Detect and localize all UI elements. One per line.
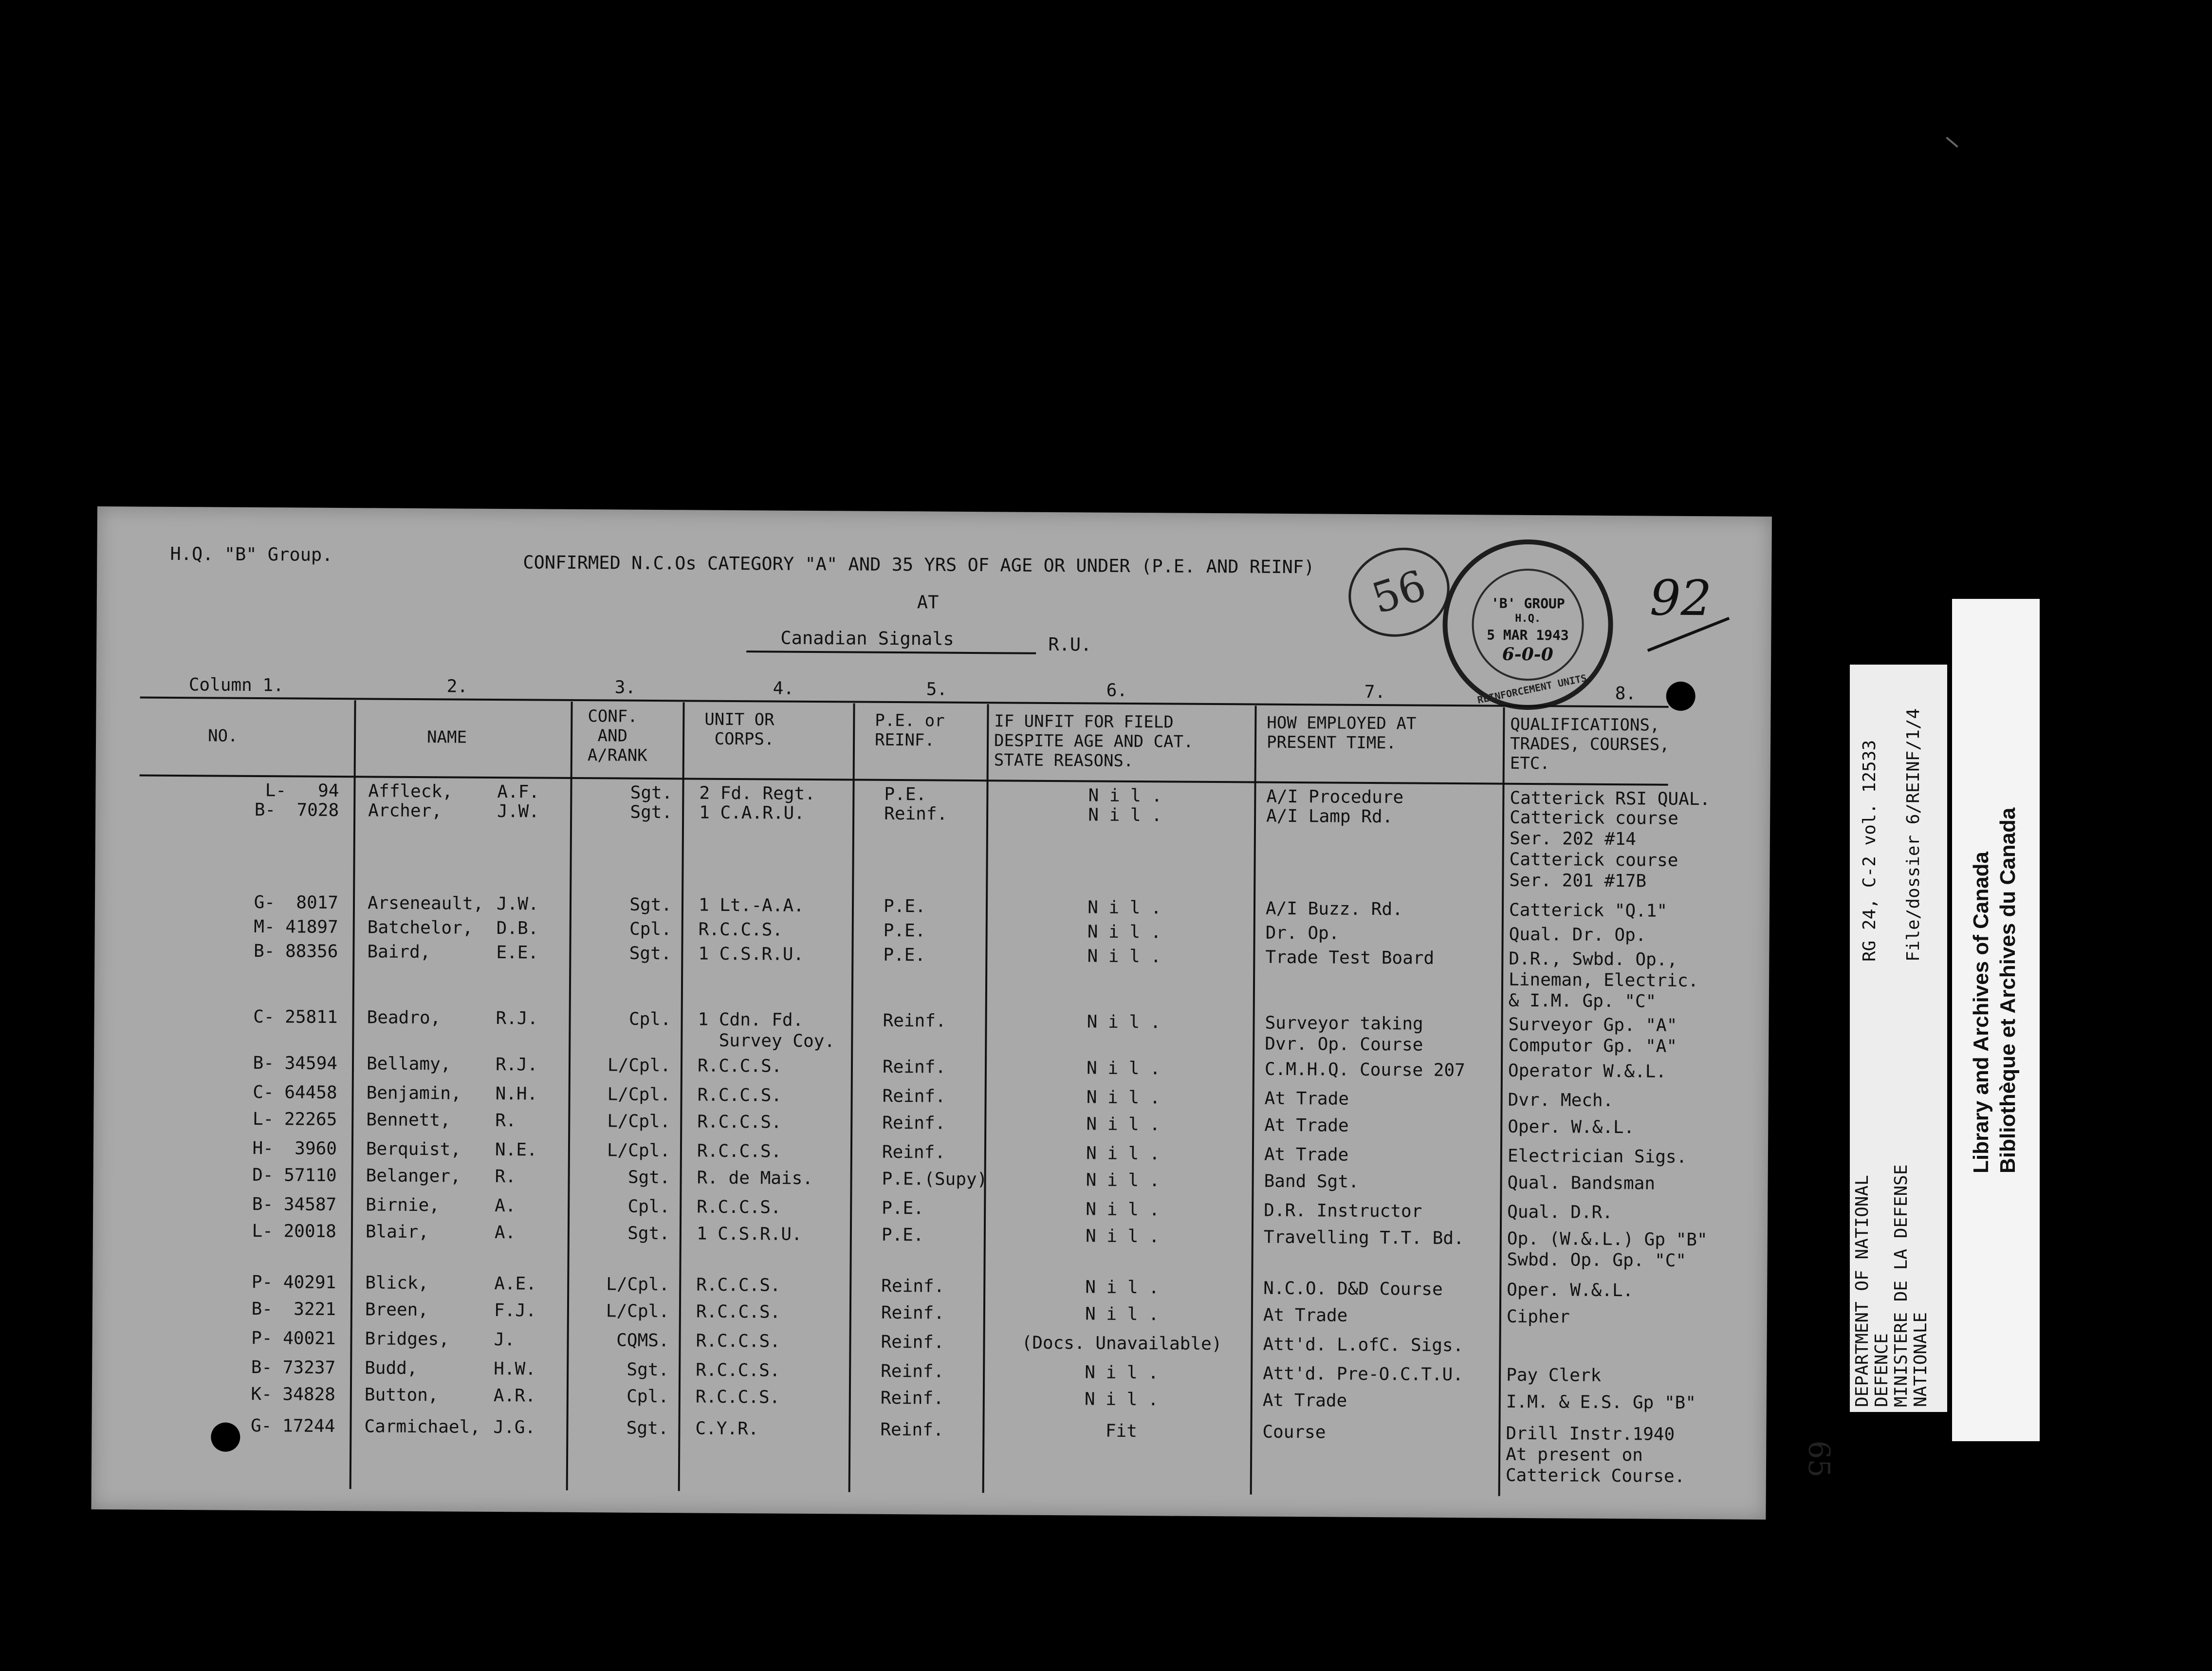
employment: Band Sgt.: [1264, 1171, 1359, 1192]
surname: Beadro,: [367, 1007, 441, 1028]
service-number: C- 25811: [253, 1006, 338, 1028]
unit: R.C.C.S.: [696, 1360, 780, 1381]
rank: Sgt.: [627, 1223, 670, 1244]
service-number: B- 3221: [251, 1299, 336, 1320]
initials: A.F.: [497, 782, 540, 802]
pe-or-reinf: P.E.: [881, 1225, 924, 1245]
initials: N.H.: [495, 1084, 538, 1104]
qualifications: Oper. W.&.L.: [1508, 1116, 1635, 1138]
receipt-stamp: [1442, 539, 1614, 710]
qualifications: Catterick RSI QUAL.: [1510, 788, 1711, 810]
surname: Baird,: [367, 942, 431, 963]
qualifications: Operator W.&.L.: [1508, 1060, 1667, 1082]
service-number: B- 88356: [253, 941, 338, 962]
archive-ref-file: File/dossier 6/REINF/1/4: [1903, 708, 1923, 962]
pe-or-reinf: Reinf.: [881, 1276, 945, 1297]
qualifications: Qual. D.R.: [1507, 1202, 1613, 1223]
col-number-3: 3.: [614, 677, 636, 698]
col-number-1: Column 1.: [188, 675, 284, 696]
rank: Cpl.: [627, 1196, 670, 1217]
service-number: B- 34587: [252, 1194, 337, 1215]
qualifications: D.R., Swbd. Op., Lineman, Electric. & I.M. Gp. "C": [1508, 948, 1699, 1012]
pe-or-reinf: Reinf.: [881, 1332, 944, 1353]
document-sheet: [91, 506, 1836, 1520]
service-number: D- 57110: [252, 1165, 337, 1186]
header-quals: QUALIFICATIONS, TRADES, COURSES, ETC.: [1510, 714, 1670, 774]
unfit-reason: N i l .: [1084, 1389, 1159, 1410]
unfit-reason: N i l .: [1086, 1114, 1161, 1135]
surname: Archer,: [368, 800, 442, 821]
rank: Sgt.: [629, 894, 672, 915]
qualifications: Pay Clerk: [1506, 1365, 1602, 1386]
unfit-reason: Fit: [1105, 1421, 1138, 1442]
unit-underline: [746, 650, 1036, 654]
unfit-reason: N i l .: [1086, 1143, 1160, 1164]
lac-label: [1952, 599, 2040, 1441]
employment: A/I Procedure: [1266, 786, 1404, 808]
employment: Att'd. L.ofC. Sigs.: [1263, 1334, 1464, 1356]
archive-dept-line-3: MINISTERE DE LA DEFENSE: [1891, 1164, 1911, 1407]
pe-or-reinf: P.E.: [883, 920, 926, 941]
qualifications: Qual. Bandsman: [1507, 1172, 1656, 1194]
rank: L/Cpl.: [607, 1111, 671, 1132]
surname: Breen,: [365, 1300, 429, 1320]
initials: J.G.: [493, 1417, 536, 1438]
pe-or-reinf: Reinf.: [880, 1388, 944, 1409]
service-number: P- 40291: [251, 1272, 336, 1293]
initials: A.: [494, 1223, 516, 1243]
initials: E.E.: [496, 943, 539, 963]
rank: Sgt.: [629, 943, 672, 964]
initials: R.: [495, 1111, 516, 1131]
employment: At Trade: [1264, 1115, 1349, 1136]
surname: Blair,: [365, 1222, 429, 1243]
surname: Bellamy,: [366, 1054, 451, 1075]
qualifications: Dvr. Mech.: [1508, 1090, 1614, 1111]
pe-or-reinf: P.E.: [883, 945, 926, 965]
col-rule-3: [678, 702, 685, 1491]
punch-hole-top: [1666, 682, 1695, 711]
rank: L/Cpl.: [607, 1140, 671, 1161]
initials: A.E.: [494, 1274, 537, 1294]
rank: Sgt.: [630, 802, 673, 823]
unfit-reason: N i l .: [1085, 1277, 1160, 1298]
qualifications: Surveyor Gp. "A" Computor Gp. "A": [1508, 1014, 1677, 1057]
header-name: NAME: [426, 727, 467, 747]
pe-or-reinf: Reinf.: [881, 1361, 944, 1382]
surname: Berquist,: [366, 1139, 461, 1160]
stamp-line-1: 'B' GROUP: [1491, 595, 1565, 612]
rank: L/Cpl.: [607, 1084, 671, 1105]
header-rank: CONF. AND A/RANK: [587, 706, 647, 765]
pe-or-reinf: P.E.(Supy): [882, 1169, 988, 1190]
service-number: C- 64458: [253, 1082, 337, 1103]
pe-or-reinf: P.E.: [883, 896, 926, 917]
unit: R.C.C.S.: [695, 1387, 780, 1408]
unit: 1 Lt.-A.A.: [698, 895, 804, 916]
unit: 2 Fd. Regt.: [699, 783, 815, 804]
unit: R.C.C.S.: [696, 1331, 781, 1352]
unfit-reason: N i l .: [1087, 1058, 1161, 1079]
unfit-reason: N i l .: [1087, 946, 1161, 967]
surname: Birnie,: [366, 1195, 440, 1216]
service-number: G- 8017: [254, 892, 339, 913]
initials: D.B.: [496, 918, 539, 939]
unfit-reason: (Docs. Unavailable): [1021, 1333, 1222, 1355]
unfit-reason: N i l .: [1087, 922, 1161, 943]
header-unit: UNIT OR CORPS.: [704, 709, 774, 749]
employment: N.C.O. D&D Course: [1263, 1278, 1443, 1300]
rank: Sgt.: [626, 1418, 669, 1439]
surname: Belanger,: [366, 1166, 461, 1187]
col-number-2: 2.: [446, 676, 468, 697]
initials: J.: [494, 1330, 516, 1350]
initials: J.W.: [497, 801, 540, 822]
pe-or-reinf: Reinf.: [882, 1057, 946, 1077]
unfit-reason: N i l .: [1088, 897, 1161, 918]
surname: Blick,: [365, 1273, 429, 1294]
col-rule-1: [350, 700, 356, 1489]
col-number-8: 8.: [1615, 684, 1637, 704]
surname: Benjamin,: [366, 1083, 461, 1104]
unfit-reason: N i l .: [1085, 1304, 1159, 1325]
lac-label-fr: Bibliothèque et Archives du Canada: [1996, 807, 2020, 1173]
surname: Bridges,: [365, 1329, 450, 1350]
initials: R.J.: [495, 1055, 538, 1075]
stamp-date: 5 MAR 1943: [1487, 627, 1569, 644]
service-number: K- 34828: [251, 1384, 335, 1405]
unfit-reason: N i l .: [1088, 785, 1162, 806]
rank: L/Cpl.: [606, 1274, 670, 1295]
header-pe: P.E. or REINF.: [874, 710, 945, 750]
unfit-reason: N i l .: [1086, 1087, 1161, 1108]
qualifications: Electrician Sigs.: [1507, 1146, 1687, 1167]
initials: J.W.: [496, 894, 539, 914]
pe-or-reinf: P.E.: [882, 1198, 924, 1219]
surname: Carmichael,: [364, 1416, 481, 1437]
initials: A.R.: [493, 1386, 536, 1406]
initials: A.: [495, 1196, 516, 1216]
initials: F.J.: [494, 1300, 536, 1321]
qualifications: Cipher: [1506, 1306, 1570, 1327]
pe-or-reinf: P.E.: [884, 784, 927, 805]
margin-number: 65: [1802, 1440, 1836, 1478]
employment: Dr. Op.: [1265, 923, 1340, 944]
surname: Bennett,: [366, 1110, 451, 1131]
surname: Button,: [364, 1385, 439, 1406]
header-top-rule: [140, 697, 1669, 708]
archive-ref-volume: RG 24, C-2 vol. 12533: [1860, 740, 1880, 962]
employment: D.R. Instructor: [1264, 1200, 1422, 1222]
initials: N.E.: [495, 1140, 537, 1160]
rank: L/Cpl.: [607, 1055, 671, 1076]
stamp-ring-text: REINFORCEMENT UNITS: [1476, 672, 1588, 706]
pe-or-reinf: Reinf.: [883, 1010, 946, 1031]
col-number-7: 7.: [1364, 682, 1386, 703]
service-number: H- 3960: [252, 1138, 337, 1159]
unfit-reason: N i l .: [1086, 1199, 1160, 1220]
unit: R.C.C.S.: [698, 919, 783, 940]
at-label: AT: [917, 592, 939, 613]
col-rule-2: [566, 702, 573, 1490]
stamp-line-2: H.Q.: [1515, 612, 1541, 625]
pe-or-reinf: Reinf.: [882, 1086, 946, 1107]
qualifications: Oper. W.&.L.: [1507, 1280, 1634, 1301]
unfit-reason: N i l .: [1085, 1362, 1159, 1383]
unit: 1 C.A.R.U.: [699, 802, 805, 823]
qualifications: Qual. Dr. Op.: [1509, 924, 1646, 946]
service-number: B- 34594: [253, 1053, 338, 1074]
service-number: B- 7028: [254, 799, 339, 821]
unit: R. de Mais.: [697, 1168, 813, 1189]
col-number-4: 4.: [773, 678, 794, 699]
qualifications: Drill Instr.1940 At present on Catterick Course.: [1505, 1423, 1685, 1486]
employment: At Trade: [1263, 1305, 1348, 1326]
lac-label-en: Library and Archives of Canada: [1969, 851, 1993, 1173]
initials: R.J.: [496, 1008, 538, 1029]
employment: Surveyor taking Dvr. Op. Course: [1265, 1013, 1423, 1055]
unit: R.C.C.S.: [696, 1301, 781, 1322]
header-no: NO.: [208, 726, 238, 746]
unit: R.C.C.S.: [697, 1112, 782, 1133]
ru-label: R.U.: [1048, 633, 1092, 655]
employment: Course: [1262, 1422, 1326, 1443]
rank: Sgt.: [627, 1167, 670, 1188]
employment: At Trade: [1264, 1088, 1349, 1109]
service-number: P- 40021: [251, 1328, 336, 1349]
service-number: B- 73237: [251, 1357, 336, 1378]
unit: R.C.C.S.: [697, 1056, 782, 1077]
handwritten-number: 92: [1649, 569, 1712, 627]
employment: Trade Test Board: [1265, 947, 1435, 968]
pe-or-reinf: Reinf.: [882, 1113, 946, 1133]
employment: A/I Buzz. Rd.: [1265, 898, 1403, 920]
employment: A/I Lamp Rd.: [1266, 806, 1393, 827]
employment: Travelling T.T. Bd.: [1263, 1227, 1464, 1249]
unfit-reason: N i l .: [1085, 1226, 1160, 1247]
archive-dept-line-2: DEFENCE: [1872, 1333, 1892, 1407]
col-number-6: 6.: [1106, 680, 1128, 701]
unfit-reason: N i l .: [1087, 1012, 1161, 1033]
rank: Sgt.: [630, 782, 673, 803]
archive-dept-line-4: NATIONALE: [1911, 1312, 1931, 1407]
stamp-handwritten: 6-0-0: [1502, 644, 1553, 665]
initials: H.W.: [494, 1359, 536, 1379]
unit: R.C.C.S.: [696, 1275, 781, 1296]
circled-page-number: 56: [1337, 535, 1461, 650]
unit: 1 Cdn. Fd. Survey Coy.: [698, 1009, 835, 1052]
unit: C.Y.R.: [695, 1418, 759, 1439]
service-number: L- 22265: [252, 1109, 337, 1130]
unfit-reason: N i l .: [1086, 1170, 1160, 1191]
service-number: G- 17244: [250, 1415, 335, 1437]
unfit-reason: N i l .: [1088, 805, 1162, 826]
rank: CQMS.: [616, 1330, 669, 1351]
unit: 1 C.S.R.U.: [698, 944, 804, 965]
rank: L/Cpl.: [606, 1301, 670, 1322]
pe-or-reinf: Reinf.: [880, 1419, 944, 1440]
service-number: L- 94: [265, 780, 339, 801]
unit: R.C.C.S.: [697, 1085, 782, 1106]
rank: Sgt.: [627, 1359, 669, 1380]
employment: Att'd. Pre-O.C.T.U.: [1263, 1363, 1464, 1385]
col-number-5: 5.: [926, 679, 948, 700]
surname: Batchelor,: [367, 917, 473, 938]
header-unfit: IF UNFIT FOR FIELD DESPITE AGE AND CAT. STATE REASONS.: [994, 711, 1194, 771]
initials: R.: [495, 1167, 516, 1187]
rank: Cpl.: [628, 1009, 671, 1030]
qualifications: Catterick "Q.1": [1509, 900, 1668, 921]
archive-dept-line-1: DEPARTMENT OF NATIONAL: [1852, 1175, 1872, 1407]
surname: Affleck,: [368, 781, 453, 802]
document-title: CONFIRMED N.C.Os CATEGORY "A" AND 35 YRS OF AGE OR UNDER (P.E. AND REINF): [523, 552, 1315, 578]
employment: C.M.H.Q. Course 207: [1264, 1059, 1465, 1081]
surname: Budd,: [365, 1358, 418, 1379]
qualifications: Catterick course Ser. 202 #14 Catterick course Ser. 201 #17B: [1509, 807, 1679, 891]
unit: 1 C.S.R.U.: [696, 1224, 802, 1244]
employment: At Trade: [1262, 1390, 1347, 1411]
qualifications: I.M. & E.S. Gp "B": [1506, 1392, 1696, 1413]
qualifications: Op. (W.&.L.) Gp "B" Swbd. Op. Gp. "C": [1507, 1228, 1708, 1271]
archive-reference-label: [1850, 665, 1947, 1412]
rank: Cpl.: [627, 1386, 669, 1407]
surname: Arseneault,: [367, 893, 484, 914]
header-employed: HOW EMPLOYED AT PRESENT TIME.: [1266, 713, 1417, 753]
unit: R.C.C.S.: [697, 1141, 782, 1162]
group-heading: H.Q. "B" Group.: [170, 543, 333, 565]
service-number: M- 41897: [254, 916, 338, 938]
pe-or-reinf: Reinf.: [881, 1302, 945, 1323]
pe-or-reinf: Reinf.: [884, 803, 948, 824]
film-scratch: [1946, 137, 1958, 148]
pe-or-reinf: Reinf.: [882, 1142, 946, 1163]
unit: R.C.C.S.: [697, 1197, 781, 1218]
qualifications: [1507, 1336, 1711, 1337]
employment: At Trade: [1264, 1144, 1349, 1165]
rank: Cpl.: [629, 919, 672, 940]
unit-name: Canadian Signals: [780, 627, 954, 650]
service-number: L- 20018: [252, 1221, 337, 1242]
